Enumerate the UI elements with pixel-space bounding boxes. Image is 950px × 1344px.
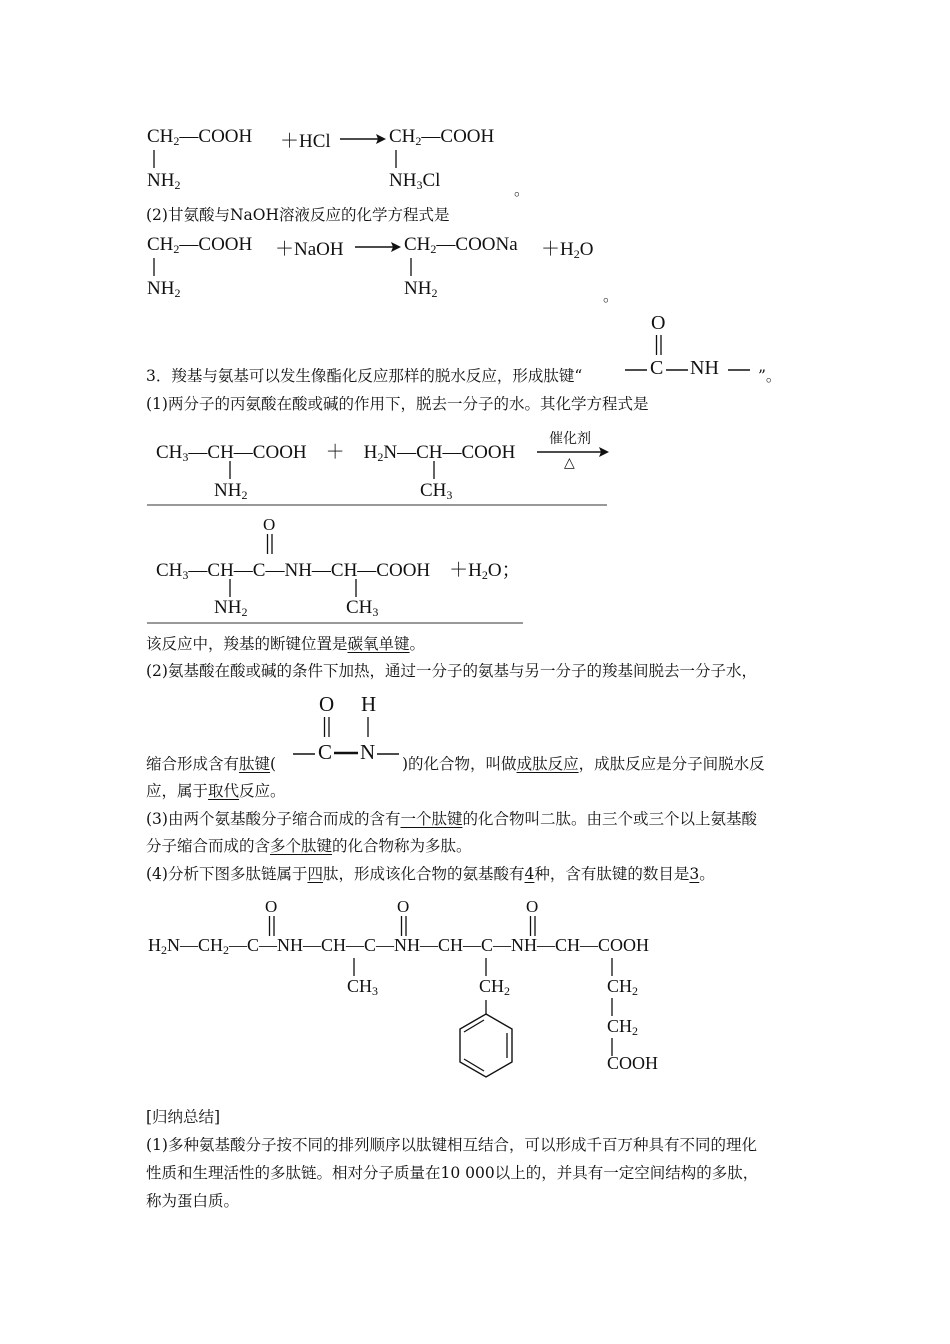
p3b-end: 的化合物称为多肽。	[332, 837, 472, 855]
ala-lhs-sub1: $NH_2$	[214, 480, 248, 502]
inline-bond-H: H	[361, 692, 377, 716]
tetra-O3: O	[526, 897, 539, 916]
sec3-p2: (2)氨基酸在酸或碱的条件下加热，通过一分子的氨基与另一分子的羧基间脱去一分子水，	[146, 662, 757, 680]
sec3-p3a	[146, 807, 757, 829]
eq-separator-1	[147, 504, 607, 506]
p4-pre: (4)分析下图多肽链属于	[146, 865, 308, 883]
after-pre: 该反应中，羧基的断键位置是	[146, 635, 348, 653]
sec3-p1: (1)两分子的丙氨酸在酸或碱的作用下，脱去一分子的水。其化学方程式是	[146, 395, 649, 413]
peptide-bond-left	[625, 368, 649, 372]
eq2-lhs: $CH_2—COOH$	[147, 234, 253, 256]
p2c-pre: 应，属于	[146, 782, 209, 800]
sec3-p2c	[146, 779, 286, 801]
eq2-lhs-sub: $NH_2$	[147, 278, 181, 300]
p4-answer-1: 四	[307, 865, 323, 883]
inline-bond-NH-vert	[366, 717, 370, 739]
peptide-bond-right	[728, 368, 752, 372]
sec3-intro-end: ”。	[758, 367, 782, 385]
ala-lhs-sub2: $CH_3$	[420, 480, 453, 502]
summary-heading: [归纳总结]	[146, 1108, 221, 1126]
p2b-mid-2: )的化合物，叫做	[402, 755, 517, 773]
peptide-bond-mid	[666, 368, 690, 372]
p3a-pre: (3)由两个氨基酸分子缩合而成的含有	[146, 810, 401, 828]
tetra-O1: O	[265, 897, 278, 916]
peptide-bond-O: O	[651, 312, 666, 334]
sec3-intro: 3．羧基与氨基可以发生像酯化反应那样的脱水反应，形成肽键“	[146, 367, 583, 385]
dipeptide-sub2: $CH_3$	[346, 597, 379, 619]
eq2-water: $+H_2O$	[541, 239, 594, 261]
tetra-CH2-benzyl: $CH_2$	[479, 976, 511, 998]
inline-bond-O: O	[319, 692, 335, 716]
tetra-COOH: COOH	[607, 1053, 659, 1073]
heat-label: △	[564, 455, 575, 471]
dipeptide-bond2	[354, 579, 358, 599]
dipeptide-sub1: $NH_2$	[214, 597, 248, 619]
p3b-answer: 多个肽键	[270, 837, 333, 855]
ala-lhs-bond2	[432, 461, 436, 481]
p4-mid-1: 肽，形成该化合物的氨基酸有	[322, 865, 525, 883]
p4-answer-3: 3	[689, 865, 700, 883]
dipeptide-double	[265, 534, 275, 556]
inline-bond-double	[322, 717, 332, 739]
eq1-lhs-sub: $NH_2$	[147, 170, 181, 192]
benzene-ring-icon	[455, 1000, 517, 1095]
ala-lhs: $CH_3—CH—COOH$ ＋ $H_2N—CH—COOH$	[156, 442, 516, 464]
p3b-pre: 分子缩合而成的含	[146, 837, 271, 855]
p4-end: 。	[699, 865, 715, 883]
ala-lhs-bond1	[228, 461, 232, 481]
sec3-p2b-rest	[402, 752, 765, 774]
p2b-answer-1: 肽键	[239, 755, 271, 773]
sec3-p3b	[146, 834, 472, 856]
p2c-answer: 取代	[208, 782, 240, 800]
p3a-end: 的化合物叫二肽。由三个或三个以上氨基酸	[462, 810, 757, 828]
p2b-end: ，成肽反应是分子间脱水反	[578, 755, 765, 773]
eq-separator-2	[147, 622, 523, 624]
eq1-lhs: $CH_2—COOH$	[147, 126, 253, 148]
eq1-rhs-bond	[394, 150, 398, 170]
after-answer: 碳氧单键	[347, 635, 410, 653]
peptide-bond-C: C	[650, 357, 664, 379]
after-end: 。	[409, 635, 426, 653]
p3a-answer: 一个肽键	[400, 810, 463, 828]
tetra-CH3: $CH_3$	[347, 976, 379, 998]
inline-bond-left	[293, 752, 317, 756]
eq2-reagent: ＋NaOH	[275, 239, 344, 260]
dipeptide-O: O	[263, 515, 276, 534]
peptide-bond-NH: NH	[690, 357, 719, 379]
eq2-rhs: $CH_2—COONa$	[404, 234, 518, 256]
sec3-p4	[146, 862, 715, 884]
inline-bond-C: C	[318, 740, 333, 764]
dipeptide-main: $CH_3—CH—C—NH—CH—COOH$ $+H_2O$；	[156, 560, 521, 582]
p2b-mid-1: (	[270, 755, 277, 773]
inline-bond-CN	[334, 750, 360, 756]
p2c-end: 反应。	[239, 782, 286, 800]
eq1-end: 。	[514, 181, 530, 199]
eq1-arrow	[340, 133, 386, 145]
summary-line-2: 性质和生理活性的多肽链。相对分子质量在10 000以上的，并具有一定空间结构的多肽，	[146, 1164, 759, 1182]
sec3-p2b	[146, 752, 276, 774]
tetra-main: $H_2N—CH_2—C—NH—CH—C—NH—CH—C—NH—CH—COOH$	[148, 935, 650, 957]
eq2-rhs-sub: $NH_2$	[404, 278, 438, 300]
p4-mid-2: 种，含有肽键的数目是	[534, 865, 690, 883]
inline-bond-N: N	[360, 740, 376, 764]
tetra-CH2-b: $CH_2$	[607, 1016, 639, 1038]
eq1-reagent: ＋HCl	[280, 131, 331, 152]
eq1-rhs-sub: $NH_3Cl$	[389, 170, 441, 192]
eq2-arrow	[355, 241, 401, 253]
sec3-after	[146, 632, 425, 654]
catalyst-label: 催化剂	[549, 431, 591, 447]
peptide-bond-double	[654, 335, 664, 357]
eq1-rhs: $CH_2—COOH$	[389, 126, 495, 148]
inline-bond-right	[377, 752, 401, 756]
summary-line-1: (1)多种氨基酸分子按不同的排列顺序以肽键相互结合，可以形成千百万种具有不同的理化	[146, 1136, 757, 1154]
line-2-2: (2)甘氨酸与NaOH溶液反应的化学方程式是	[146, 206, 450, 224]
p4-answer-2: 4	[524, 865, 535, 883]
summary-line-3: 称为蛋白质。	[146, 1192, 240, 1210]
eq2-rhs-bond	[409, 258, 413, 278]
tetra-O2: O	[397, 897, 410, 916]
eq1-lhs-bond	[152, 150, 156, 170]
p2b-pre: 缩合形成含有	[146, 755, 240, 773]
eq2-lhs-bond	[152, 258, 156, 278]
dipeptide-bond1	[228, 579, 232, 599]
p2b-answer-2: 成肽反应	[516, 755, 579, 773]
tetra-CH2-a: $CH_2$	[607, 976, 639, 998]
eq2-end: 。	[603, 287, 619, 305]
